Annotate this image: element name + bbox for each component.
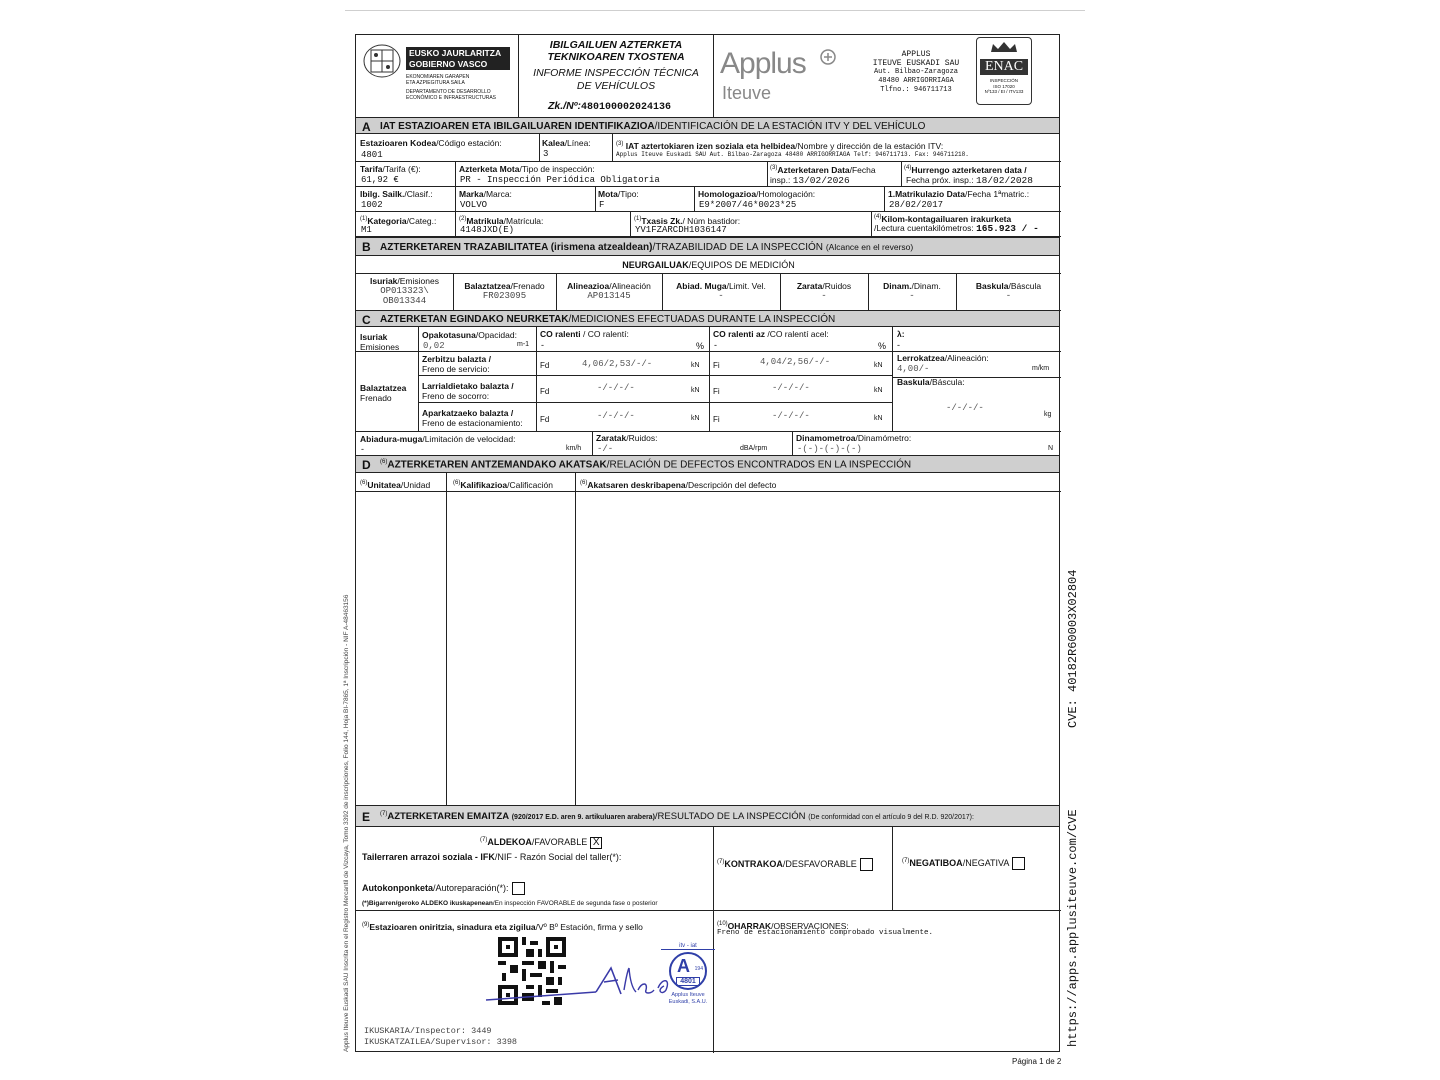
equip-label-es: /Báscula [1008,281,1042,291]
workshop-label-es: /NIF - Razón Social del taller(*): [494,852,622,862]
footnote-num: (4) [874,214,882,220]
scan-edge-line [345,10,1085,11]
title-es-1: INFORME INSPECCIÓN TÉCNICA [533,67,699,79]
footnote-num: (7) [480,837,488,843]
footnote-num: (3) [616,141,624,147]
station-name-label-es: /Nombre y dirección de la estación ITV: [795,140,944,151]
co-acc-label: CO ralenti az [713,329,765,339]
fi-label: Fi [713,361,720,370]
lambda-value: - [897,340,900,350]
opacity-label: Opakotasuna [422,330,476,340]
title-es-2: DE VEHÍCULOS [576,80,656,92]
emergency-fi: -/-/-/- [772,383,810,393]
section-a-header [356,117,1059,134]
favorable-label-es: /FAVORABLE [531,837,588,847]
scale-label-es: /Báscula: [929,377,965,387]
company-line: Aut. Bilbao-Zaragoza [873,68,958,76]
inspection-form: EUSKO JAURLARITZA GOBIERNO VASCO EKONOMIAREN GARAPEN ETA AZPIEGITURA SAILA DEPARTAMENTO DE DESARROLLO ECONÓMICO E INFRAESTRUCTURAS IBILGAILUEN AZTERKETA TEKNIKOAREN TXOSTENA INFORME INSPECCIÓN TÉCNICA DE VEHÍCULOS Zk./Nº:480100002024136 Applus Iteuve APPLUS ITEUVE EUSKADI SAU Aut. Bilbao-Zaragoza 48480 ARRIGORRIAGA Tlfno.: 946711713 ENAC INSPECCIÓN ISO 17020 Nº133 / EI / ITV133 A IAT ESTAZIOAREN ETA IBILGAILUAREN IDENTIFIKAZIOA/IDENTIFICACIÓN DE LA ESTACIÓN ITV Y DEL VEHÍCULO Estazioaren Kodea/Código estación: 4801 Kalea/Línea: 3 $^{(3)}$ IAT aztertokiaren izen soziala eta helbidea/Nombre y dirección de la estación ITV: Applus Iteuve Euskadi SAU Aut. Bilbao-Zaragoza 48480 ARRIGORRIAGA Telf: 946711713. Fax: 946711218. Tarifa/Tarifa (€): 61,92 € Azterketa Mota/Tipo de inspección: PR - Inspección Periódica Obligatoria $^{(3)}$Azterketaren Data/Fecha insp.: 13/02/2026 $^{(4)}$Hurrengo azterketaren data / Fecha próx. insp.: 18/02/2028 Ibilg. Sailk./Clasif.: 1002 Marka/Marca: VOLVO Mota/Tipo: F Homologazioa/Homologación: E9*2007/46*0023*25 1.Matrikulazio Data/Fecha 1ªmatric.: 28/02/2017 $^{(1)}$Kategoria/Categ.: M1 $^{(2)}$Matrikula/Matrícula: 4148JXD(E) $^{(1)}$Txasis Zk./ Núm bastidor: YV1FZARCDH1036147 $^{(4)}$Kilom-kontagailuaren irakurketa /Lectura cuentakilómetros: 165.923 / - B AZTERKETAREN TRAZABILITATEA (irismena atzealdean)/TRAZABILIDAD DE LA INSPECCIÓN (Alcance en el reverso) NEURGAILUAK/EQUIPOS DE MEDICIÓN Isuriak/Emisiones OP013323\ OB013344 Balaztatzea/Frenado FR023095 Alineazioa/Alineación AP013145 Abiad. Muga/Limit. Vel. - Zarata/Ruidos - Dinam./Dinam. - Baskula/Báscula - C AZTERKETAN EGINDAKO NEURKETAK/MEDICIONES EFECTUADAS DURANTE LA INSPECCIÓN Isuriak Emisiones Opakotasuna/Opacidad: 0,02 m-1 CO ralenti / CO ralentí: - % CO ralenti az /CO ralentí acel: - % λ: - Balaztatzea Frenado Zerbitzu balazta / Freno de servicio: Larrialdietako balazta / Freno de socorro: Aparkatzaeko balazta / Freno de estacionamiento: Fd 4,06/2,53/-/- kN Fd -/-/-/- kN Fd -/-/-/- kN Fi 4,04/2,56/-/- kN Fi -/-/-/- kN Fi -/-/-/- kN Lerrokatzea/Alineación: 4,00/- m/km Baskula/Báscula: -/-/-/- kg Abiadura-muga/Limitación de velocidad: - km/h Zaratak/Ruidos: -/- dBA/rpm Dinamometroa/Dinamómetro: -(-)-(-)-(-) N D $^{(6)}$AZTERKETAREN ANTZEMANDAKO AKATSAK/RELACIÓN DE DEFECTOS ENCONTRADOS EN LA INSPECCIÓN $^{(6)}$Unitatea/Unidad $^{(6)}$Kalifikazioa/Calificación $^{(6)}$Akatsaren deskribapena/Descripción del defecto E $^{(7)}$AZTERKETAREN EMAITZA (920/2017 E.D. aren 9. artikuluaren arabera)/RESULTADO DE LA INSPECCIÓN (De conformidad con el artículo 9 del R.D. 920/2017): $^{(7)}$ALDEKOA/FAVORABLE X Tailerraren arrazoi soziala - IFK/NIF - Razón Social del taller(*): Autokonponketa/Autoreparación(*): (*)Bigarren/geroko ALDEKO ikuskapenean/En inspección FAVORABLE de segunda fase o posterior $^{(7)}$KONTRAKOA/DESFAVORABLE $^{(7)}$NEGATIBOA/NEGATIVA $^{(9)}$Estazioaren oniritzia, sinadura eta zigilua/Vº Bº Estación, firma y sello itv - iat A 194 4801 Applus Iteuve Euskadi, S.A.U. IKUSKARIA/Inspector: 3449 IKUSKATZAILEA/Supervisor: 3398 $^{(10)}$OHARRAK/OBSERVACIONES: Freno de estacionamiento comprobado visualmente. [355,34,1060,1052]
equip-label-es: /Alineación [609,281,651,291]
speed-value: - [361,444,364,454]
station-code: 4801 [361,150,383,160]
plate-label: Matrikula [466,215,504,226]
enac-sub: Nº133 / EI / ITV133 [984,89,1024,94]
plate-value: 4148JXD(E) [460,225,515,235]
category-label: Kategoria [367,215,407,226]
col-class-label: Kalifikazioa [460,479,508,490]
lane-label: Kalea [542,138,565,148]
section-title-es: /MEDICIONES EFECTUADAS DURANTE LA INSPECCIÓN [568,314,836,325]
station-name-label: IAT aztertokiaren izen soziala eta helbidea [625,140,796,151]
scale-unit: kg [1044,411,1052,418]
co-idle-label: CO ralenti [540,329,581,339]
section-title-note-es: (De conformidad con el artículo 9 del R.D. 920/2017): [808,814,974,822]
tariff-label: Tarifa [360,164,383,174]
vin-label-es: / Núm bastidor: [682,215,741,226]
col-unit-label: Unitatea [367,479,401,490]
applus-brand: Applus [720,47,806,80]
doc-number-label: Zk./Nº: [548,100,582,112]
co-acc-label-es: /CO ralentí acel: [764,329,829,339]
dyno-label: Dinamometroa [796,433,856,443]
lane-label-es: /Línea: [564,138,591,148]
equip-value: - [1005,291,1012,301]
footnote-num: (7) [902,858,910,864]
equip-label: Dinam. [883,281,912,291]
section-title-es: /IDENTIFICACIÓN DE LA ESTACIÓN ITV Y DEL VEHÍCULO [654,121,926,132]
company-line: 48480 ARRIGORRIAGA [878,77,954,85]
footnote-num: (3) [770,165,778,171]
footnote-num: (9) [362,922,370,928]
dept-line: ECONÓMICO E INFRAESTRUCTURAS [406,95,497,101]
co-acc-value: - [714,340,717,350]
reg-date-label: 1.Matrikulazio Data [888,189,965,199]
section-c-header [356,310,1059,327]
observations-label: OHARRAK [727,920,772,931]
col-unit-label-es: /Unidad [400,479,431,490]
opacity-value: 0,02 [423,341,445,351]
noise-value: -/- [597,444,614,454]
unfavorable-checkbox[interactable] [860,858,873,871]
station-code-label-es: /Código estación: [436,138,502,148]
class-value: 1002 [361,200,383,210]
negative-checkbox[interactable] [1012,857,1025,870]
equip-emissions [356,276,453,306]
next-date: 18/02/2028 [975,175,1033,186]
footnote-es: /En inspección FAVORABLE de segunda fase o posterior [492,900,658,907]
applus-logo [720,47,840,107]
stamp-code: 194 [694,966,703,972]
kn-unit: kN [691,415,700,422]
equip-noise [780,281,868,301]
section-b-header [356,237,1059,256]
section-letter: C [362,313,371,327]
cve-code: CVE: 40182R60003X02804 [1066,569,1080,728]
equip-brakes [453,281,556,301]
equip-alignment [556,281,662,301]
section-title-eu: AZTERKETAREN EMAITZA [387,811,510,823]
dept-line: EKONOMIAREN GARAPEN [406,74,470,80]
alignment-label-es: /Alineación: [944,353,989,363]
parking-fd: -/-/-/- [597,411,635,421]
next-date-label-es: Fecha próx. insp.: [906,175,974,185]
service-brake-label: Zerbitzu balazta / [422,354,491,364]
company-line: Tlfno.: 946711713 [880,86,952,94]
inspector-id: IKUSKARIA/Inspector: 3449 [364,1026,492,1036]
page-number: Página 1 de 2 [1012,1057,1062,1066]
class-label-es: /Clasif.: [404,189,433,199]
station-code-label: Estazioaren Kodea [360,138,437,148]
service-brake-label-es: Freno de servicio: [422,364,490,374]
station-stamp [661,943,715,1011]
emergency-brake-label-es: Freno de socorro: [422,391,490,401]
section-title-eu: AZTERKETAREN TRAZABILITATEA (irismena atzealdean) [380,242,653,253]
unfavorable-label-es: /DESFAVORABLE [782,859,857,869]
doc-number: 480100002024136 [581,102,672,113]
equip-value: - [909,291,915,301]
equip-value: OP013323\ [380,286,429,296]
insp-type-label: Azterketa Mota [459,164,520,174]
lane-value: 3 [543,149,549,159]
section-title-eu: AZTERKETAN EGINDAKO NEURKETAK [380,314,569,325]
equipment-title: NEURGAILUAK [622,260,689,270]
stamp-bottom: Euskadi, S.A.U. [668,998,708,1005]
gov-name-eu: EUSKO JAURLARITZA [406,47,510,59]
type-label: Mota [598,189,618,199]
opacity-unit: m-1 [517,341,530,348]
basque-gov-logo [360,41,515,115]
service-fd: 4,06/2,53/-/- [582,359,653,369]
footnote-num: (1) [360,216,368,222]
reg-date-label-es: /Fecha 1ªmatric.: [965,189,1030,199]
company-line: ITEUVE EUSKADI SAU [872,59,960,68]
equip-value: OB013344 [382,296,427,306]
plus-circle-icon [820,49,836,65]
equip-label-es: /Limit. Vel. [726,281,766,291]
insp-date-label: Azterketaren Data [777,164,850,175]
title-eu-2: TEKNIKOAREN TXOSTENA [547,51,685,63]
next-date-label: Hurrengo azterketaren data / [911,164,1027,175]
equip-value: - [718,291,724,301]
workshop-label: Tailerraren arrazoi soziala - IFK [362,852,495,862]
dept-line: DEPARTAMENTO DE DESARROLLO [406,89,491,95]
section-letter: A [362,120,371,134]
brakes-label: Balaztatzea [360,383,407,393]
coat-of-arms-icon [362,43,402,79]
type-value: F [599,200,605,210]
scale-label: Baskula [897,377,930,387]
equip-value: - [821,291,827,301]
observations-label-es: /OBSERVACIONES: [771,920,849,931]
footnote-num: (7) [717,859,725,865]
supervisor-id: IKUSKATZAILEA/Supervisor: 3398 [364,1037,518,1047]
emergency-brake-label: Larrialdietako balazta / [422,381,514,391]
fi-label: Fi [713,387,720,396]
section-d-header [356,455,1059,473]
emissions-label-es: Emisiones [360,342,400,352]
enac-sub: ISO 17020 [993,83,1015,89]
registry-vertical-text: Applus Iteuve Euskadi SAU Inscrita en el Registro Mercantil de Vizcaya, Tomo 3392 de inscripciones, Folio 144, Hoja BI-7865, 1ª Inscripción - NIF A-48463156 [343,594,350,1052]
section-title-note: (Alcance en el reverso) [825,242,914,252]
section-title-eu: IAT ESTAZIOAREN ETA IBILGAILUAREN IDENTIFIKAZIOA [380,121,655,132]
insp-type-value: PR - Inspección Periódica Obligatoria [460,175,660,185]
lambda-label: λ: [897,329,905,339]
self-repair-label: Autokonponketa [362,882,433,893]
section-title-es: /RELACIÓN DE DEFECTOS ENCONTRADOS EN LA INSPECCIÓN [606,459,912,471]
fi-label: Fi [713,415,720,424]
footnote-num: (6) [360,480,368,486]
equip-speed-limit [662,281,780,301]
equip-scale [956,281,1061,301]
fd-label: Fd [540,415,550,424]
negative-label: NEGATIBOA [909,858,963,868]
parking-brake-label: Aparkatzaeko balazta / [422,408,514,418]
class-label: Ibilg. Sailk. [360,189,405,199]
footnote-num: (1) [634,216,642,222]
verification-url[interactable]: https://apps.applusiteuve.com/CVE [1066,809,1080,1047]
insp-type-label-es: /Tipo de inspección: [519,164,595,174]
scale-value: -/-/-/- [946,403,984,413]
dyno-label-es: /Dinamómetro: [855,433,912,443]
odo-value: 165.923 / - [976,223,1039,234]
favorable-label: ALDEKOA [487,837,532,847]
homolog-label-es: /Homologación: [756,189,816,199]
vin-value: YV1FZARCDH1036147 [635,225,727,235]
signature-label: Estazioaren oniritzia, sinadura eta zigilua [369,921,536,932]
station-name: Applus Iteuve Euskadi SAU Aut. Bilbao-Zaragoza 48480 ARRIGORRIAGA Telf: 946711713. Fax: 946711218. [616,151,969,158]
equip-label: Baskula [975,281,1009,291]
section-title-es: /RESULTADO DE LA INSPECCIÓN [654,811,806,823]
section-e-header [356,805,1059,827]
section-title-es: /TRAZABILIDAD DE LA INSPECCIÓN [652,242,824,253]
col-desc-label: Akatsaren deskribapena [587,479,686,490]
enac-sub: INSPECCIÓN [989,78,1018,83]
kn-unit: kN [874,387,883,394]
alignment-unit: m/km [1032,365,1050,372]
footnote-num: (2) [459,216,467,222]
homolog-value: E9*2007/46*0023*25 [699,200,797,210]
speed-label-es: /Limitación de velocidad: [422,434,516,444]
footnote-num: (6) [380,459,388,465]
col-desc-label-es: /Descripción del defecto [685,479,777,490]
iteuve-brand: Iteuve [722,83,772,103]
stamp-letter-icon: A [677,956,690,976]
alignment-label: Lerrokatzea [897,353,945,363]
dyno-value: -(-)-(-)-(-) [797,444,862,454]
vin-label: Txasis Zk. [641,215,683,226]
unfavorable-label: KONTRAKOA [724,859,783,869]
category-value: M1 [361,225,372,235]
enac-logo [976,37,1032,105]
category-label-es: /Categ.: [406,215,437,226]
footnote-eu: (*)Bigarren/geroko ALDEKO ikuskapenean [362,900,493,907]
plate-label-es: /Matrícula: [503,215,544,226]
fd-label: Fd [540,387,550,396]
equip-value: AP013145 [587,291,631,301]
equip-label-es: /Ruidos [822,281,852,291]
footnote-num: (7) [380,811,388,817]
equip-value: FR023095 [482,291,527,301]
self-repair-label-es: /Autoreparación(*): [433,882,509,893]
section-letter: E [362,810,371,824]
homolog-label: Homologazioa [698,189,757,199]
co-idle-value: - [541,340,544,350]
co-acc-unit: % [878,341,887,351]
tariff-value: 61,92 € [361,175,399,185]
dyno-unit: N [1048,445,1054,452]
brakes-label-es: Frenado [360,393,392,403]
equip-label: Alineazioa [567,281,610,291]
speed-label: Abiadura-muga [360,434,423,444]
equip-label-es: /Frenado [510,281,545,291]
parking-fi: -/-/-/- [772,411,810,421]
kn-unit: kN [874,362,883,369]
signature-scribble [476,960,676,1010]
noise-label-es: /Ruidos: [626,433,658,443]
co-idle-label-es: / CO ralentí: [580,329,629,339]
company-line: APPLUS [901,50,931,59]
odo-label-es: /Lectura cuentakilómetros: [874,223,974,233]
kn-unit: kN [691,387,700,394]
odo-label: Kilom-kontagailuaren irakurketa [881,213,1012,224]
section-letter: B [362,240,371,254]
equip-label: Isuriak [370,276,398,286]
make-label: Marka [459,189,484,199]
footnote-num: (6) [453,480,461,486]
footnote-num: (10) [717,921,728,927]
make-label-es: /Marca: [483,189,512,199]
service-fi: 4,04/2,56/-/- [760,357,831,367]
stamp-top: itv - iat [661,943,715,950]
section-title-eu: AZTERKETAREN ANTZEMANDAKO AKATSAK [387,459,607,471]
equip-label-es: /Dinam. [911,281,941,291]
col-class-label-es: /Calificación [507,479,553,490]
reg-date: 28/02/2017 [889,200,944,210]
insp-date: 13/02/2026 [792,175,850,186]
section-title-note: (920/2017 E.D. aren 9. artikuluaren arabera) [511,814,655,822]
equip-label: Balaztatzea [464,281,511,291]
dept-line: ETA AZPIEGITURA SAILA [406,80,465,86]
equip-label: Zarata [796,281,823,291]
opacity-label-es: /Opacidad: [475,330,517,340]
speed-unit: km/h [566,445,582,452]
gov-name-es: GOBIERNO VASCO [406,58,510,70]
make-value: VOLVO [460,200,488,210]
footnote-num: (6) [580,480,588,486]
equip-dyno [868,281,956,301]
kn-unit: kN [874,415,883,422]
equip-label: Abiad. Muga [676,281,727,291]
footnote-num: (4) [904,165,912,171]
observations-text: Freno de estacionamiento comprobado visualmente. [717,929,934,937]
section-letter: D [362,458,371,472]
parking-brake-label-es: Freno de estacionamiento: [422,418,523,428]
crown-icon [989,41,1019,53]
equipment-title-es: /EQUIPOS DE MEDICIÓN [688,260,795,270]
fd-label: Fd [540,361,550,370]
negative-label-es: /NEGATIVA [962,858,1010,868]
enac-mark: ENAC [980,59,1028,75]
noise-unit: dBA/rpm [740,445,768,452]
alignment-value: 4,00/- [897,364,930,374]
stamp-number: 4801 [676,977,700,986]
emergency-fd: -/-/-/- [597,383,635,393]
self-repair-checkbox[interactable] [512,882,525,895]
title-eu-1: IBILGAILUEN AZTERKETA [549,39,683,51]
kn-unit: kN [691,362,700,369]
noise-label: Zaratak [596,433,627,443]
emissions-label: Isuriak [360,332,388,342]
co-idle-unit: % [696,341,705,351]
tariff-label-es: /Tarifa (€): [382,164,421,174]
favorable-checkbox[interactable]: X [590,837,602,849]
signature-label-es: /Vº Bº Estación, firma y sello [535,921,643,932]
type-label-es: /Tipo: [617,189,639,199]
equip-label-es: /Emisiones [397,276,439,286]
stamp-bottom: Applus Iteuve [671,992,705,998]
